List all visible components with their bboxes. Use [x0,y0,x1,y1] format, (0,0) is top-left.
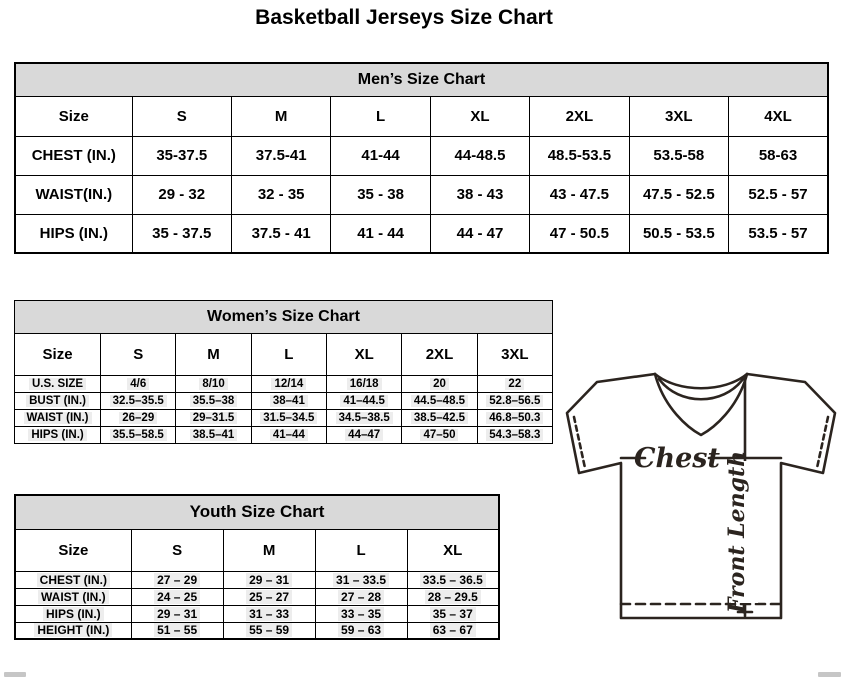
size-cell [315,605,407,622]
row-label-text: U.S. SIZE [29,378,86,390]
size-cell [101,376,176,393]
size-cell-value: 52.8–56.5 [486,395,543,407]
column-header-label: 2XL [425,346,454,363]
column-header-label: XL [443,541,463,559]
size-cell-value: 8/10 [199,378,227,390]
size-cell-value: 44 - 47 [456,224,504,242]
scrollbar-fragment-left[interactable] [4,672,26,677]
row-label-text: HIPS (IN.) [43,607,104,621]
womens-chart-title: Women’s Size Chart [15,301,553,334]
row-label-text: HIPS (IN.) [28,429,86,441]
size-cell-value: 58-63 [758,147,798,164]
column-header [315,529,407,571]
table-row [15,427,553,444]
size-cell-value: 38.5–42.5 [411,412,468,424]
womens-column-header-row [15,334,553,376]
column-header-label: M [262,541,276,559]
youth-chart-title: Youth Size Chart [15,495,499,529]
column-header [407,529,499,571]
size-cell-value: 63 – 67 [430,623,476,637]
mens-chart-header-row [15,63,828,96]
size-cell [327,393,402,410]
column-header-label: 3XL [501,346,529,363]
size-cell [251,376,326,393]
size-cell [530,136,629,175]
column-header [15,96,132,136]
size-cell [407,571,499,588]
size-cell-value: 20 [430,378,449,390]
youth-size-table [14,494,500,640]
size-cell [327,410,402,427]
size-cell [327,427,402,444]
size-cell-value: 47–50 [420,429,458,441]
size-cell-value: 46.8–50.3 [486,412,543,424]
column-header [15,529,131,571]
size-cell [402,427,477,444]
jersey-outline [567,374,835,618]
column-header [176,334,251,376]
column-header-label: XL [354,346,374,363]
size-cell [477,410,552,427]
size-cell [629,214,728,253]
size-cell [231,136,330,175]
column-header [231,96,330,136]
size-cell-value: 16/18 [347,378,382,390]
column-header-label: S [172,541,183,559]
row-label [15,622,131,639]
size-cell-value: 35 - 37.5 [152,224,212,242]
size-cell [131,605,223,622]
size-cell [407,588,499,605]
row-label [15,136,132,175]
row-label-text: CHEST (IN.) [37,573,110,587]
youth-column-header-row [15,529,499,571]
size-cell [176,427,251,444]
size-cell-value: 27 – 29 [154,573,200,587]
size-cell-value: 35 – 37 [430,607,476,621]
column-header-label: 2XL [565,107,594,125]
front-length-label: Front Length [724,450,750,614]
row-label [15,410,101,427]
table-row [15,571,499,588]
size-cell-value: 59 – 63 [338,623,384,637]
size-cell [402,393,477,410]
row-label [15,571,131,588]
size-cell [251,410,326,427]
column-header-label: Size [58,107,89,125]
column-header-label: 4XL [764,107,792,125]
size-cell-value: 47.5 - 52.5 [642,186,715,203]
chest-label: Chest [634,443,720,474]
size-cell [176,376,251,393]
size-cell [176,410,251,427]
size-cell [231,175,330,214]
size-cell [629,136,728,175]
size-cell-value: 34.5–38.5 [336,412,393,424]
size-cell [315,588,407,605]
size-cell [223,622,315,639]
column-header [477,334,552,376]
row-label [15,175,132,214]
column-header-label: L [284,346,294,363]
size-cell [132,175,231,214]
size-cell-value: 41–44.5 [340,395,388,407]
size-cell [251,427,326,444]
size-cell [132,136,231,175]
size-cell-value: 32.5–35.5 [110,395,167,407]
table-row [15,622,499,639]
size-cell-value: 35-37.5 [156,147,208,164]
table-row [15,605,499,622]
page-title: Basketball Jerseys Size Chart [255,6,553,29]
column-header-label: XL [470,107,490,125]
size-cell-value: 44-48.5 [454,147,506,164]
size-cell [315,571,407,588]
size-cell-value: 38 - 43 [456,186,504,203]
table-row [15,588,499,605]
size-cell-value: 52.5 - 57 [748,186,808,203]
column-header-label: Size [58,541,89,559]
row-label-text: WAIST (IN.) [38,590,109,604]
size-cell [430,175,529,214]
row-label [15,427,101,444]
column-header [15,334,101,376]
size-cell [402,410,477,427]
size-cell [530,175,629,214]
size-cell-value: 29 - 32 [158,186,206,203]
size-cell-value: 50.5 - 53.5 [642,224,715,242]
table-row [15,410,553,427]
size-cell-value: 38–41 [270,395,308,407]
size-cell-value: 41-44 [361,147,400,164]
size-cell-value: 4/6 [127,378,149,390]
size-cell [407,622,499,639]
size-cell-value: 44–47 [345,429,383,441]
row-label-text: HEIGHT (IN.) [34,623,112,637]
mens-chart-title: Men’s Size Chart [15,63,828,96]
column-header-label: L [356,541,366,559]
size-cell-value: 35.5–38 [190,395,238,407]
size-cell-value: 29 – 31 [154,607,200,621]
size-cell [176,393,251,410]
size-cell-value: 12/14 [271,378,306,390]
size-cell-value: 32 - 35 [257,186,305,203]
size-cell [131,571,223,588]
size-cell-value: 22 [505,378,524,390]
size-cell [223,588,315,605]
size-cell-value: 35 - 38 [357,186,404,203]
size-cell [251,393,326,410]
row-label [15,605,131,622]
size-cell [223,571,315,588]
youth-chart-header-row [15,495,499,529]
size-cell-value: 37.5-41 [255,147,307,164]
row-label-text: CHEST (IN.) [31,147,116,164]
column-header [223,529,315,571]
size-cell [327,376,402,393]
column-header-label: 3XL [665,107,693,125]
size-cell [331,175,430,214]
size-cell [101,393,176,410]
size-cell-value: 55 – 59 [246,623,292,637]
jersey-diagram-svg [560,366,840,628]
size-cell-value: 43 - 47.5 [549,186,609,203]
row-label-text: WAIST (IN.) [24,412,92,424]
scrollbar-fragment-right[interactable] [818,672,841,677]
table-row [15,214,828,253]
size-cell-value: 31 – 33.5 [333,573,389,587]
table-row [15,136,828,175]
size-cell [629,175,728,214]
size-cell [315,622,407,639]
size-cell-value: 29 – 31 [246,573,292,587]
size-cell [407,605,499,622]
column-header-label: L [375,107,386,125]
mens-column-header-row [15,96,828,136]
size-cell-value: 29–31.5 [190,412,238,424]
size-cell [430,214,529,253]
mens-size-table [14,62,829,254]
column-header [327,334,402,376]
table-row [15,175,828,214]
table-row [15,376,553,393]
size-cell-value: 53.5-58 [653,147,705,164]
row-label [15,588,131,605]
size-cell [131,588,223,605]
table-row [15,393,553,410]
size-cell-value: 53.5 - 57 [748,224,808,242]
size-cell-value: 25 – 27 [246,590,292,604]
size-cell-value: 35.5–58.5 [110,429,167,441]
size-cell [729,175,829,214]
size-cell [331,214,430,253]
size-cell [477,393,552,410]
size-cell [101,410,176,427]
column-header [132,96,231,136]
column-header [131,529,223,571]
column-header-label: Size [42,346,73,363]
size-cell [101,427,176,444]
size-cell-value: 47 - 50.5 [549,224,609,242]
column-header-label: M [207,346,220,363]
size-cell-value: 33 – 35 [338,607,384,621]
size-cell-value: 38.5–41 [190,429,238,441]
column-header-label: S [133,346,144,363]
column-header [729,96,829,136]
size-cell-value: 41–44 [270,429,308,441]
size-cell-value: 26–29 [119,412,157,424]
row-label-text: BUST (IN.) [26,395,89,407]
column-header-label: M [274,107,288,125]
size-cell [223,605,315,622]
column-header-label: S [176,107,187,125]
size-cell [131,622,223,639]
size-cell-value: 27 – 28 [338,590,384,604]
column-header [101,334,176,376]
womens-chart-header-row [15,301,553,334]
size-cell [331,136,430,175]
jersey-measurement-diagram [560,366,840,628]
column-header [402,334,477,376]
size-cell [132,214,231,253]
column-header [530,96,629,136]
size-cell-value: 54.3–58.3 [486,429,543,441]
size-cell-value: 51 – 55 [154,623,200,637]
size-cell [477,376,552,393]
size-cell [402,376,477,393]
size-cell [231,214,330,253]
size-cell [477,427,552,444]
row-label [15,214,132,253]
size-cell-value: 37.5 - 41 [251,224,311,242]
size-cell-value: 24 – 25 [154,590,200,604]
size-cell-value: 48.5-53.5 [547,147,612,164]
size-cell-value: 41 - 44 [357,224,404,242]
jersey-collar-seam-1 [655,374,747,388]
row-label [15,393,101,410]
column-header [251,334,326,376]
size-cell-value: 31 – 33 [246,607,292,621]
size-cell-value: 33.5 – 36.5 [420,573,486,587]
size-cell-value: 28 – 29.5 [425,590,481,604]
womens-size-table [14,300,553,444]
column-header [430,96,529,136]
size-cell [530,214,629,253]
row-label [15,376,101,393]
row-label-text: WAIST(IN.) [35,186,113,203]
row-label-text: HIPS (IN.) [39,224,108,242]
column-header [331,96,430,136]
size-cell [729,136,829,175]
size-cell-value: 31.5–34.5 [260,412,317,424]
size-cell [729,214,829,253]
column-header [629,96,728,136]
size-cell-value: 44.5–48.5 [411,395,468,407]
size-cell [430,136,529,175]
